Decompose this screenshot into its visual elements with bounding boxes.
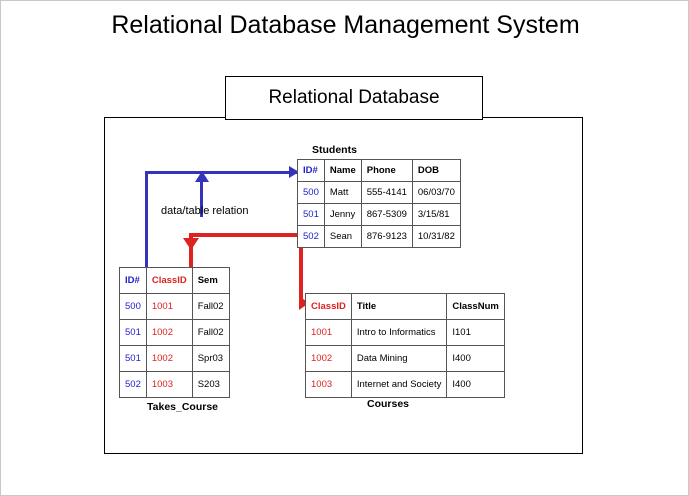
table-row [120,294,230,320]
students-table-label: Students [312,144,357,156]
courses-table [305,293,505,398]
table-cell: 1003 [146,372,192,398]
table-cell: I400 [447,372,504,398]
table-row [120,372,230,398]
column-header: Name [324,160,361,182]
column-header: ID# [120,268,147,294]
table-row [306,346,505,372]
table-cell: 502 [298,226,325,248]
column-header: DOB [412,160,460,182]
table-row [120,320,230,346]
column-header: Title [351,294,447,320]
table-cell: 1002 [306,346,352,372]
column-header: ClassNum [447,294,504,320]
courses-table-label: Courses [367,398,410,410]
table-cell: 500 [298,182,325,204]
red-relation-line-horizontal [189,233,303,237]
table-row [120,346,230,372]
table-row [298,204,461,226]
table-cell: S203 [192,372,229,398]
blue-arrow-up-icon [195,171,209,182]
table-header-row [298,160,461,182]
table-cell: 1002 [146,346,192,372]
table-cell: 501 [298,204,325,226]
table-cell: 1001 [146,294,192,320]
table-cell: Intro to Informatics [351,320,447,346]
table-header-row [120,268,230,294]
table-cell: Matt [324,182,361,204]
column-header: ClassID [146,268,192,294]
table-cell: Fall02 [192,320,229,346]
students-table [297,159,461,248]
takes-course-table [119,267,230,398]
column-header: ID# [298,160,325,182]
blue-relation-line-horizontal [145,171,297,174]
relational-database-label: Relational Database [268,87,440,108]
table-cell: 502 [120,372,147,398]
table-cell: Spr03 [192,346,229,372]
table-row [298,182,461,204]
table-cell: 501 [120,346,147,372]
page-title: Relational Database Management System [111,11,580,39]
table-cell: Data Mining [351,346,447,372]
table-cell: 06/03/70 [412,182,460,204]
table-cell: 500 [120,294,147,320]
column-header: ClassID [306,294,352,320]
takes-course-table-label: Takes_Course [147,401,219,413]
table-cell: 876-9123 [361,226,412,248]
table-cell: 3/15/81 [412,204,460,226]
red-arrow-down-icon [183,238,199,250]
table-cell: 10/31/82 [412,226,460,248]
table-cell: 501 [120,320,147,346]
table-cell: 1003 [306,372,352,398]
relational-database-box [225,76,483,120]
column-header: Sem [192,268,229,294]
column-header: Phone [361,160,412,182]
blue-relation-line-vertical [145,173,148,273]
table-cell: Internet and Society [351,372,447,398]
table-cell: 555-4141 [361,182,412,204]
table-cell: I400 [447,346,504,372]
table-header-row [306,294,505,320]
table-cell: 867-5309 [361,204,412,226]
table-cell: Fall02 [192,294,229,320]
table-row [306,372,505,398]
table-cell: Sean [324,226,361,248]
relation-annotation: data/table relation [161,205,249,217]
table-cell: 1002 [146,320,192,346]
table-row [306,320,505,346]
table-cell: Jenny [324,204,361,226]
table-cell: 1001 [306,320,352,346]
table-cell: I101 [447,320,504,346]
table-row [298,226,461,248]
